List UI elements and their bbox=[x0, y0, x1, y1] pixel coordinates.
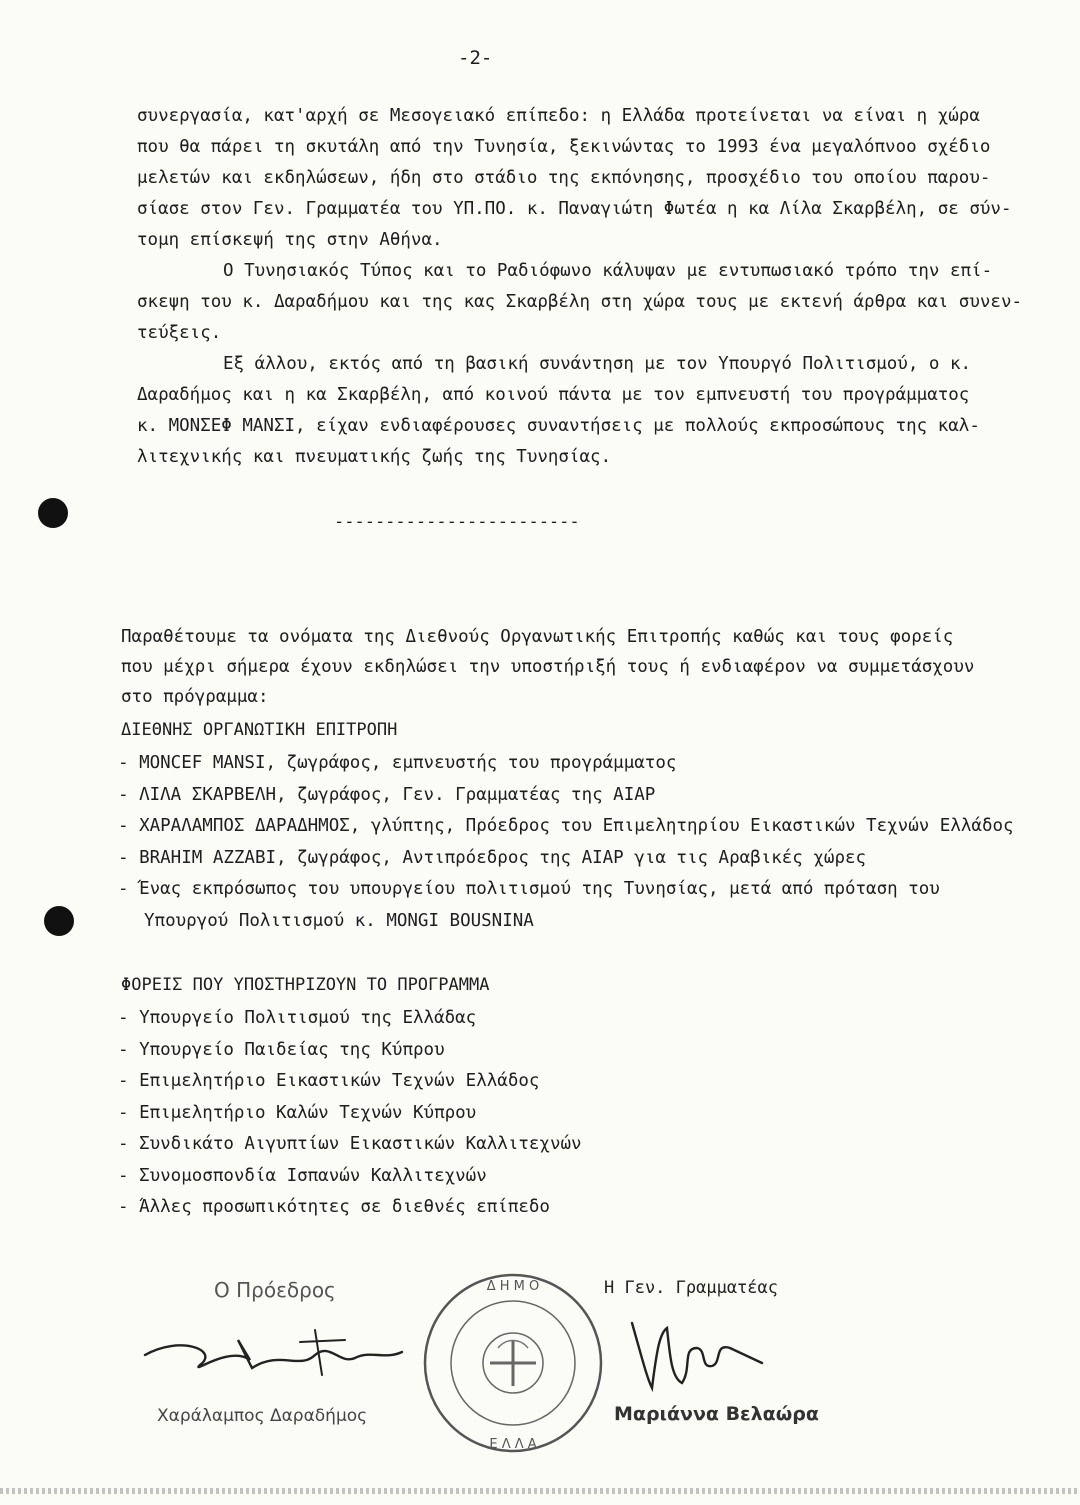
supporters-heading: ΦΟΡΕΙΣ ΠΟΥ ΥΠΟΣΤΗΡΙΖΟΥΝ ΤΟ ΠΡΟΓΡΑΜΜΑ bbox=[121, 975, 490, 995]
committee-heading: ΔΙΕΘΝΗΣ ΟΡΓΑΝΩΤΙΚΗ ΕΠΙΤΡΟΠΗ bbox=[121, 720, 398, 740]
text-line: Εξ άλλου, εκτός από τη βασική συνάντηση με τον Υπουργό Πολιτισμού, ο κ. bbox=[223, 354, 972, 374]
paragraph-1 bbox=[137, 101, 1037, 256]
text-line: στο πρόγραμμα: bbox=[121, 687, 269, 707]
text-line: που θα πάρει τη σκυτάλη από την Τυνησία, ξεκινώντας το 1993 ένα μεγαλόπνοο σχέδιο bbox=[137, 137, 991, 157]
punch-hole bbox=[38, 498, 68, 528]
text-line: Ο Τυνησιακός Τύπος και το Ραδιόφωνο κάλυψαν με εντυπωσιακό τρόπο την επί- bbox=[223, 261, 993, 281]
list-item: - Συνδικάτο Αιγυπτίων Εικαστικών Καλλιτεχνών bbox=[118, 1134, 582, 1154]
list-item: - Υπουργείο Πολιτισμού της Ελλάδας bbox=[118, 1008, 477, 1028]
committee-list bbox=[118, 748, 1014, 937]
list-item: - Επιμελητήριο Εικαστικών Τεχνών Ελλάδος bbox=[118, 1071, 540, 1091]
text-line: συνεργασία, κατ'αρχή σε Μεσογειακό επίπεδο: η Ελλάδα προτείνεται να είναι η χώρα bbox=[137, 106, 980, 126]
text-line: που μέχρι σήμερα έχουν εκδηλώσει την υποστήριξή τους ή ενδιαφέρον να συμμετάσχουν bbox=[121, 657, 975, 677]
secretary-title: Η Γεν. Γραμματέας bbox=[604, 1278, 778, 1298]
list-item: - Υπουργείο Παιδείας της Κύπρου bbox=[118, 1039, 445, 1060]
president-signature bbox=[140, 1320, 410, 1400]
list-item: - BRAHIM AZZABI, ζωγράφος, Αντιπρόεδρος της AIAP για τις Αραβικές χώρες bbox=[118, 847, 867, 868]
text-line: Δαραδήμος και η κα Σκαρβέλη, από κοινού πάντα με τον εμπνευστή του προγράμματος bbox=[137, 385, 970, 405]
svg-text:Ε Λ Λ Α: Ε Λ Λ Α bbox=[489, 1437, 537, 1452]
text-line: λιτεχνικής και πνευματικής ζωής της Τυνησίας. bbox=[137, 447, 612, 467]
list-item: - ΧΑΡΑΛΑΜΠΟΣ ΔΑΡΑΔΗΜΟΣ, γλύπτης, Πρόεδρος του Επιμελητηρίου Εικαστικών Τεχνών Ελλάδος bbox=[118, 816, 1014, 836]
paragraph-2 bbox=[137, 256, 1037, 349]
list-item: - Συνομοσπονδία Ισπανών Καλλιτεχνών bbox=[118, 1165, 487, 1186]
list-item-continuation: Υπουργού Πολιτισμού κ. MONGI BOUSNINA bbox=[144, 910, 534, 931]
list-item: - MONCEF MANSI, ζωγράφος, εμπνευστής του προγράμματος bbox=[118, 753, 677, 773]
secretary-signature bbox=[622, 1308, 782, 1403]
punch-hole bbox=[44, 906, 74, 936]
text-line: κ. ΜΟΝΣΕΦ ΜΑΝΣΙ, είχαν ενδιαφέρουσες συναντήσεις με πολλούς εκπροσώπους της καλ- bbox=[137, 416, 980, 436]
text-line: σκεψη του κ. Δαραδήμου και της κας Σκαρβέλη στη χώρα τους με εκτενή άρθρα και συνεν- bbox=[137, 292, 1023, 312]
list-item: - Επιμελητήριο Καλών Τεχνών Κύπρου bbox=[118, 1102, 477, 1123]
svg-text:Δ Η Μ Ο: Δ Η Μ Ο bbox=[486, 1279, 540, 1294]
text-line: Παραθέτουμε τα ονόματα της Διεθνούς Οργανωτικής Επιτροπής καθώς και τους φορείς bbox=[121, 627, 954, 647]
president-name: Χαράλαμπος Δαραδήμος bbox=[157, 1406, 368, 1426]
scan-edge bbox=[0, 1488, 1080, 1494]
official-seal bbox=[418, 1268, 608, 1458]
separator-line: ------------------------ bbox=[334, 512, 580, 532]
list-item: - Ένας εκπρόσωπος του υπουργείου πολιτισμού της Τυνησίας, μετά από πρόταση του bbox=[118, 879, 940, 899]
text-line: σίασε στον Γεν. Γραμματέα του ΥΠ.ΠΟ. κ. Παναγιώτη Φωτέα η κα Λίλα Σκαρβέλη, σε σύν- bbox=[137, 199, 1012, 219]
intro-paragraph bbox=[121, 622, 974, 712]
list-item: - ΛΙΛΑ ΣΚΑΡΒΕΛΗ, ζωγράφος, Γεν. Γραμματέας της AIAP bbox=[118, 784, 656, 805]
page-number: -2- bbox=[458, 47, 493, 69]
supporters-list bbox=[118, 1003, 582, 1224]
president-title: Ο Πρόεδρος bbox=[214, 1278, 336, 1302]
text-line: μελετών και εκδηλώσεων, ήδη στο στάδιο της εκπόνησης, προσχέδιο του οποίου παρου- bbox=[137, 168, 991, 188]
text-line: τομη επίσκεψή της στην Αθήνα. bbox=[137, 230, 443, 250]
text-line: τεύξεις. bbox=[137, 323, 222, 343]
secretary-name: Μαριάννα Βελαώρα bbox=[614, 1403, 819, 1425]
paragraph-3 bbox=[137, 349, 1037, 473]
list-item: - Άλλες προσωπικότητες σε διεθνές επίπεδο bbox=[118, 1197, 550, 1217]
